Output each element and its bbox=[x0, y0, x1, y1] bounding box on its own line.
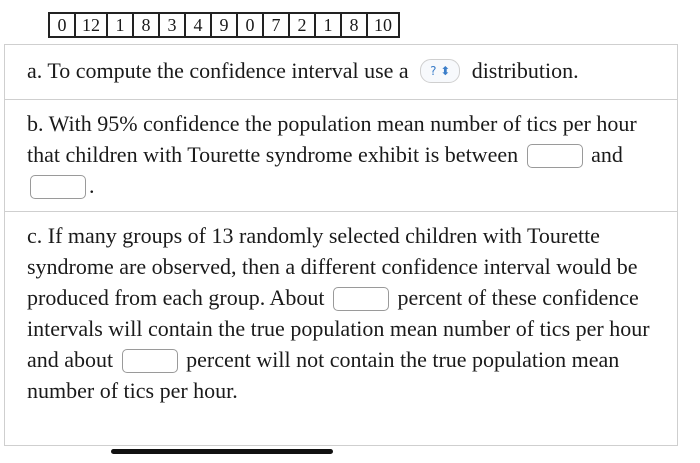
part-a bbox=[27, 55, 657, 86]
divider bbox=[5, 99, 677, 100]
table-cell: 1 bbox=[107, 13, 133, 37]
part-c-text-3: percent will not contain the true population mean number of tics per hour. bbox=[27, 347, 620, 403]
table-cell: 2 bbox=[289, 13, 315, 37]
table-cell: 0 bbox=[49, 13, 75, 37]
table-cell: 1 bbox=[315, 13, 341, 37]
table-cell: 0 bbox=[237, 13, 263, 37]
table-cell: 8 bbox=[341, 13, 367, 37]
part-b-text: b. With 95% confidence the population mean number of tics per hour that children with Tourette syndrome exhibit is between bbox=[27, 111, 637, 167]
distribution-select[interactable]: ? ⬍ bbox=[420, 59, 460, 83]
part-c bbox=[27, 220, 657, 406]
percent-contain-input[interactable] bbox=[333, 287, 389, 311]
part-a-prefix: a. To compute the confidence interval use a bbox=[27, 58, 409, 83]
table-cell: 4 bbox=[185, 13, 211, 37]
upper-bound-input[interactable] bbox=[30, 175, 86, 199]
percent-not-contain-input[interactable] bbox=[122, 349, 178, 373]
table-cell: 9 bbox=[211, 13, 237, 37]
part-b-period: . bbox=[89, 173, 95, 198]
table-cell: 10 bbox=[367, 13, 399, 37]
lower-bound-input[interactable] bbox=[527, 144, 583, 168]
part-b bbox=[27, 108, 657, 201]
horizontal-scrollbar[interactable] bbox=[111, 449, 333, 454]
data-table bbox=[48, 12, 400, 38]
part-c-text-2: percent of these confidence intervals will contain the true population mean number of tics per hour and about bbox=[27, 285, 650, 372]
table-cell: 3 bbox=[159, 13, 185, 37]
part-b-and: and bbox=[591, 142, 623, 167]
table-cell: 7 bbox=[263, 13, 289, 37]
part-c-text: c. If many groups of 13 randomly selected children with Tourette syndrome are observed, then a different confidence interval would be produced from each group. About bbox=[27, 223, 638, 310]
table-row bbox=[49, 13, 399, 37]
part-a-suffix: distribution. bbox=[471, 58, 579, 83]
question-card bbox=[4, 44, 678, 446]
divider bbox=[5, 211, 677, 212]
table-cell: 8 bbox=[133, 13, 159, 37]
table-cell: 12 bbox=[75, 13, 107, 37]
